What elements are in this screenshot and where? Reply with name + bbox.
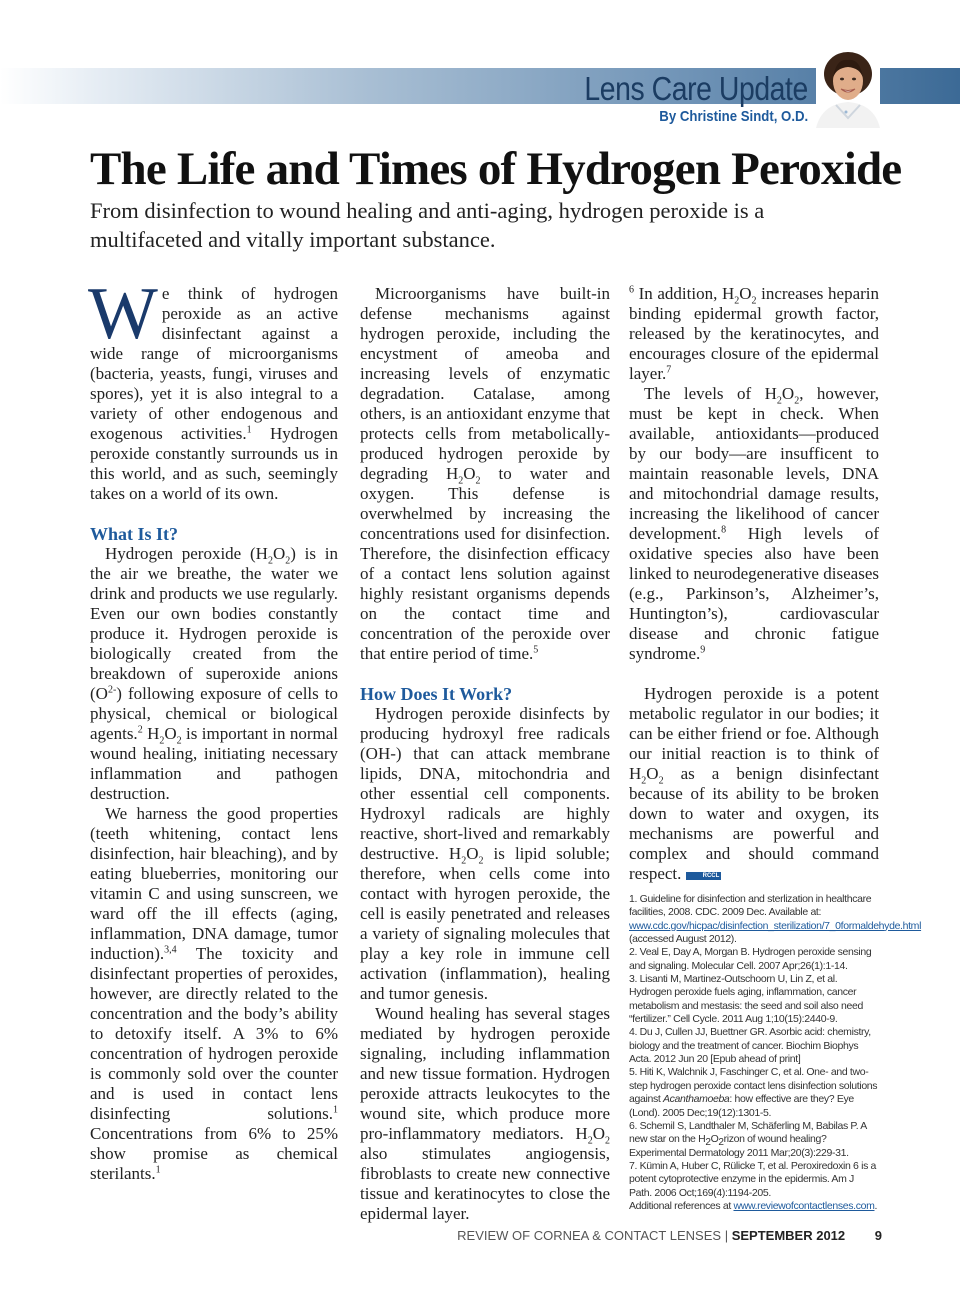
intro-paragraph: We think of hydrogen peroxide as an active disinfectant against a wide range of microorganisms (bacteria, yeasts, fungi, viruses and spores), yet it is also integral to a variety of other endogenous and exogenous activities.$^1$ Hydrogen peroxide constantly surrounds us in this world, and as such, seemingly takes on a world of its own.: [88, 273, 338, 503]
department-title: Lens Care Update: [584, 70, 808, 107]
wound-continued: $^6$ In addition, $H_2O_2$ increases heparin binding epidermal growth factor, released by the keratinocytes, and encourages closure of the epidermal layer.$^7$: [629, 284, 880, 383]
publication-name: REVIEW OF CORNEA & CONTACT LENSES: [457, 1228, 722, 1243]
page-number: 9: [874, 1228, 882, 1243]
harness-paragraph: We harness the good properties (teeth whitening, contact lens disinfection, hair bleaching), and by eating blueberries, monitoring our vitamin C and using sunscreen, we ward off the ill effects (aging, inflammation, DNA damage, tumor induction).$^{3,4}$ The toxicity and disinfectant properties of peroxides, however, are directly related to the concentration and the body’s ability to detoxify itself. A 3% to 6% concentration of hydrogen peroxide is commonly sold over the counter and is used in contact lens disinfecting solutions.$^1$ Concentrations from 6% to 25% show promise as chemical sterilants.$^1$: [90, 804, 338, 1183]
footer-separator: |: [724, 1228, 729, 1243]
how-paragraph: Hydrogen peroxide disinfects by producing hydroxyl free radicals (OH-) that can attack membrane lipids, DNA, mitochondria and other essential cell components. Hydroxyl radicals are highly reactive, short-lived and remarkably destructive. $H_2O_2$ is lipid soluble; therefore, when cells come into contact with hyrogen peroxide, the cell is easily penetrated and releases a variety of signaling molecules that play a key role in immune cell activation (inflammation), healing and tumor genesis.: [360, 704, 611, 1003]
article-title: The Life and Times of Hydrogen Peroxide: [90, 143, 902, 195]
author-byline: By Christine Sindt, O.D.: [659, 108, 808, 125]
reference-item: 2. Veal E, Day A, Morgan B. Hydrogen peroxide sensing and signaling. Molecular Cell. 2007 Apr;26(1):1-14.: [629, 946, 872, 972]
drop-cap: W: [88, 273, 158, 355]
references-list: [629, 893, 922, 1213]
reference-item: 1. Guideline for disinfection and sterlization in healthcare facilities, 2008. CDC. 2009 Dec. Available at: www.cdc.gov/hicpac/disinfection_sterilization/7_0formaldehyde.html (accessed August 2012).: [629, 893, 922, 946]
reference-item: 7. Kümin A, Huber C, Rülicke T, et al. Peroxiredoxin 6 is a potent cytoprotective enzyme in the epidermis. Am J Path. 2006 Oct;169(4):1194-205.: [629, 1159, 877, 1199]
issue-date: SEPTEMBER 2012: [731, 1228, 846, 1243]
end-mark-icon: RCCL: [686, 872, 722, 880]
page-footer: [90, 1228, 882, 1243]
column-3: [629, 284, 922, 1213]
micro-paragraph: Microorganisms have built-in defense mechanisms against hydrogen peroxide, including the encystment of ameoba and increasing levels of enzymatic degradation. Catalase, among others, is an antioxidant enzyme that protects cells from metabolically-produced hydrogen peroxide by degrading $H_2O_2$ to water and oxygen. This defense is overwhelmed by increasing the concentrations used for disinfection. Therefore, the disinfection efficacy of a contact lens solution against highly resistant organisms depends on the contact time and concentration of the peroxide over that entire period of time.$^5$: [360, 284, 610, 663]
reference-link[interactable]: www.reviewofcontactlenses.com: [733, 1199, 875, 1212]
reference-link[interactable]: www.cdc.gov/hicpac/disinfection_sterilization/7_0formaldehyde.html: [629, 919, 922, 932]
article-dek: From disinfection to wound healing and anti-aging, hydrogen peroxide is a multifaceted and vitally important substance.: [90, 198, 765, 252]
subhead-how-does-it-work: How Does It Work?: [360, 684, 513, 704]
column-2: [360, 284, 610, 1224]
reference-item: 6. Schemil S, Landthaler M, Schäferling M, Babilas P. A new star on the $H_2O_2rizon$ of wound healing? Experimental Dermatology 2011 Mar;20(3):229-31.: [629, 1119, 867, 1159]
what-paragraph: Hydrogen peroxide $(H_2O_2)$ is in the air we breathe, the water we drink and products we use regularly. Even our own bodies constantly produce it. Hydrogen peroxide is biologically created from the breakdown of superoxide anions $(O^{2-})$ following exposure of cells to physical, chemical or biological agents.$^2$ $H_2O_2$ is important in normal wound healing, initiating necessary inflammation and pathogen destruction.: [90, 544, 338, 803]
author-portrait: [816, 48, 880, 128]
subhead-what-is-it: What Is It?: [90, 524, 179, 544]
wound-paragraph: Wound healing has several stages mediated by hydrogen peroxide signaling, including inflammation and new tissue formation. Hydrogen peroxide attracts leukocytes to the wound site, which produce more pro-inflammatory mediators. $H_2O_2$ also stimulates angiogensis, fibroblasts to create new connective tissue and keratinocytes to close the epidermal layer.: [360, 1004, 610, 1223]
reference-item: 5. Hiti K, Walchnik J, Faschinger C, et al. One- and two-step hydrogen peroxide contact lens disinfection solutions against Acanthamoeba: how effective are they? Eye (Lond). 2005 Dec;19(12):1301-5.: [629, 1066, 878, 1119]
column-1: [88, 273, 338, 1184]
reference-item: 3. Lisanti M, Martinez-Outschoorn U, Lin Z, et al. Hydrogen peroxide fuels aging, inflammation, cancer metabolism and mestasis: the seed and soil also need “fertilizer.” Cell Cycle. 2011 Aug 1;10(15):2440-9.: [629, 973, 863, 1026]
levels-paragraph: The levels of $H_2O_2$, however, must be kept in check. When available, antioxidants—produced by our body—are insufficent to maintain reasonable levels, DNA and mitochondrial damage results, increasing the likelihood of cancer development.$^8$ High levels of oxidative species also have been linked to neurodegenerative diseases (e.g., Parkinson’s, Alzheimer’s, Huntington’s), cardiovascular disease and chronic fatigue syndrome.$^9$: [629, 384, 879, 663]
reference-item: 4. Du J, Cullen JJ, Buettner GR. Asorbic acid: chemistry, biology and the treatment of cancer. Biochim Biophys Acta. 2012 Jun 20 [Epub ahead of print]: [629, 1026, 871, 1066]
reference-item: Additional references at www.reviewofcontactlenses.com.: [629, 1199, 878, 1212]
closing-paragraph: Hydrogen peroxide is a potent metabolic regulator in our bodies; it can be either friend or foe. Although our initial reaction is to think of $H_2O_2$ as a benign disinfectant because of its ability to be broken down to water and oxygen, its mechanisms are powerful and complex and should command respect. RCCL: [629, 684, 879, 883]
